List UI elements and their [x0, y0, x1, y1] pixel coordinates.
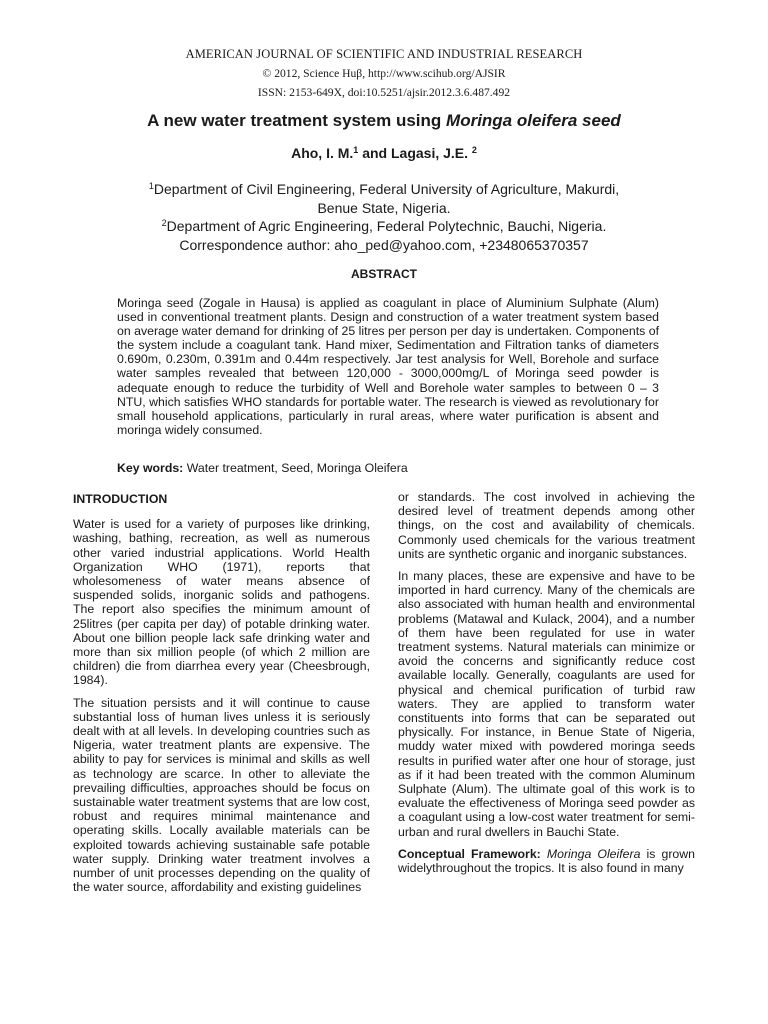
author-2-sup: 2 [471, 145, 477, 155]
affiliation-2 [0, 217, 768, 236]
keywords-label: Key words: [117, 461, 184, 475]
conceptual-framework-text: is grown widelythroughout the tropics. It is also found in many [398, 846, 695, 876]
abstract-text: Moringa seed (Zogale in Hausa) is applied as coagulant in place of Aluminium Sulphate (Alum) used in conventional treatment plants. Design and construction of a water treatment system based on average water demand for drinking of 25 litres per person per day is undertaken. Components of the system include a coagulant tank. Hand mixer, Sedimentation and Filtration tanks of diameters 0.690m, 0.230m, 0.391m and 0.44m respectively. Jar test analysis for Well, Borehole and surface water samples revealed that between 120,000 - 3000,000mg/L of Moringa seed powder is adequate enough to reduce the turbidity of Well and Borehole water samples to between 0 – 3 NTU, which satisfies WHO standards for portable water. The research is viewed as revolutionary for small household applications, particularly in rural areas, where water purification is absent and moringa widely consumed. [117, 296, 659, 437]
correspondence: Correspondence author: aho_ped@yahoo.com, +2348065370357 [179, 236, 589, 253]
left-column [73, 490, 370, 902]
affiliation-1-cont: Benue State, Nigeria. [317, 199, 451, 216]
moringa-italic: Moringa Oleifera [546, 846, 641, 861]
abstract-heading: ABSTRACT [351, 267, 417, 281]
affiliations [0, 180, 768, 254]
issn-line: ISSN: 2153-649X, doi:10.5251/ajsir.2012.3.6.487.492 [257, 86, 511, 99]
author-1: Aho, I. M. [291, 145, 354, 161]
right-paragraph-1: or standards. The cost involved in achieving the desired level of treatment depends among other things, on the cost and availability of chemicals. Commonly used chemicals for the various treatment units are synthetic organic and inorganic substances. [398, 490, 695, 561]
journal-title: AMERICAN JOURNAL OF SCIENTIFIC AND INDUSTRIAL RESEARCH [185, 47, 583, 61]
author-2: and Lagasi, J.E. [358, 145, 472, 161]
keywords [117, 461, 659, 475]
affiliation-1 [0, 180, 768, 199]
title-italic: Moringa oleifera seed [446, 111, 621, 130]
paper-title [0, 111, 768, 131]
right-paragraph-3 [398, 847, 695, 875]
introduction-heading: INTRODUCTION [73, 492, 168, 506]
right-paragraph-2: In many places, these are expensive and have to be imported in hard currency. Many of the chemicals are also associated with human health and environmental problems (Matawal and Kulack, 2004), and a number of them have been regulated for use in water treatment systems. Natural materials can minimize or avoid the concerns and significantly reduce cost available locally. Generally, coagulants are used for physical and chemical purification of turbid raw waters. They are applied to transform water constituents into forms that can be separated out physically. For instance, in Benue State of Nigeria, muddy water mixed with powdered moringa seeds results in purified water after one hour of storage, just as if it had been treated with the common Aluminum Sulphate (Alum). The ultimate goal of this work is to evaluate the effectiveness of Moringa seed powder as a coagulant using a low-cost water treatment for semi-urban and rural dwellers in Bauchi State. [398, 569, 695, 839]
intro-paragraph-1: Water is used for a variety of purposes like drinking, washing, bathing, recreation, as well as numerous other varied industrial applications. World Health Organization WHO (1971), reports that wholesomeness of water means absence of suspended solids, inorganic solids and pathogens. The report also specifies the minimum amount of 25litres (per capita per day) of potable drinking water. About one billion people lack safe drinking water and more than six million people (of which 2 million are children) die from diarrhea every year (Cheesbrough, 1984). [73, 517, 370, 688]
affiliation-1-sup: 1 [148, 181, 154, 191]
author-1-sup: 1 [353, 145, 359, 155]
keywords-text: Water treatment, Seed, Moringa Oleifera [183, 461, 408, 475]
affiliation-2-sup: 2 [161, 218, 167, 228]
affiliation-2-text: Department of Agric Engineering, Federal Polytechnic, Bauchi, Nigeria. [166, 218, 607, 234]
conceptual-framework-label: Conceptual Framework: [398, 846, 541, 861]
right-column [398, 490, 695, 883]
affiliation-1-text: Department of Civil Engineering, Federal University of Agriculture, Makurdi, [153, 181, 620, 197]
copyright-line: © 2012, Science Huβ, http://www.scihub.org/AJSIR [262, 67, 506, 80]
journal-header [0, 45, 768, 102]
intro-paragraph-2: The situation persists and it will continue to cause substantial loss of human lives unless it is seriously dealt with at all levels. In developing countries such as Nigeria, water treatment plants are expensive. The ability to pay for services is minimal and skills as well as technology are scarce. In other to alleviate the prevailing difficulties, approaches should be focus on sustainable water treatment systems that are low cost, robust and requires minimal maintenance and operating skills. Locally available materials can be exploited towards achieving sustainable safe potable water supply. Drinking water treatment involves a number of unit processes depending on the quality of the water source, affordability and existing guidelines [73, 695, 370, 895]
title-plain: A new water treatment system using [147, 111, 447, 130]
author-line [0, 145, 768, 161]
